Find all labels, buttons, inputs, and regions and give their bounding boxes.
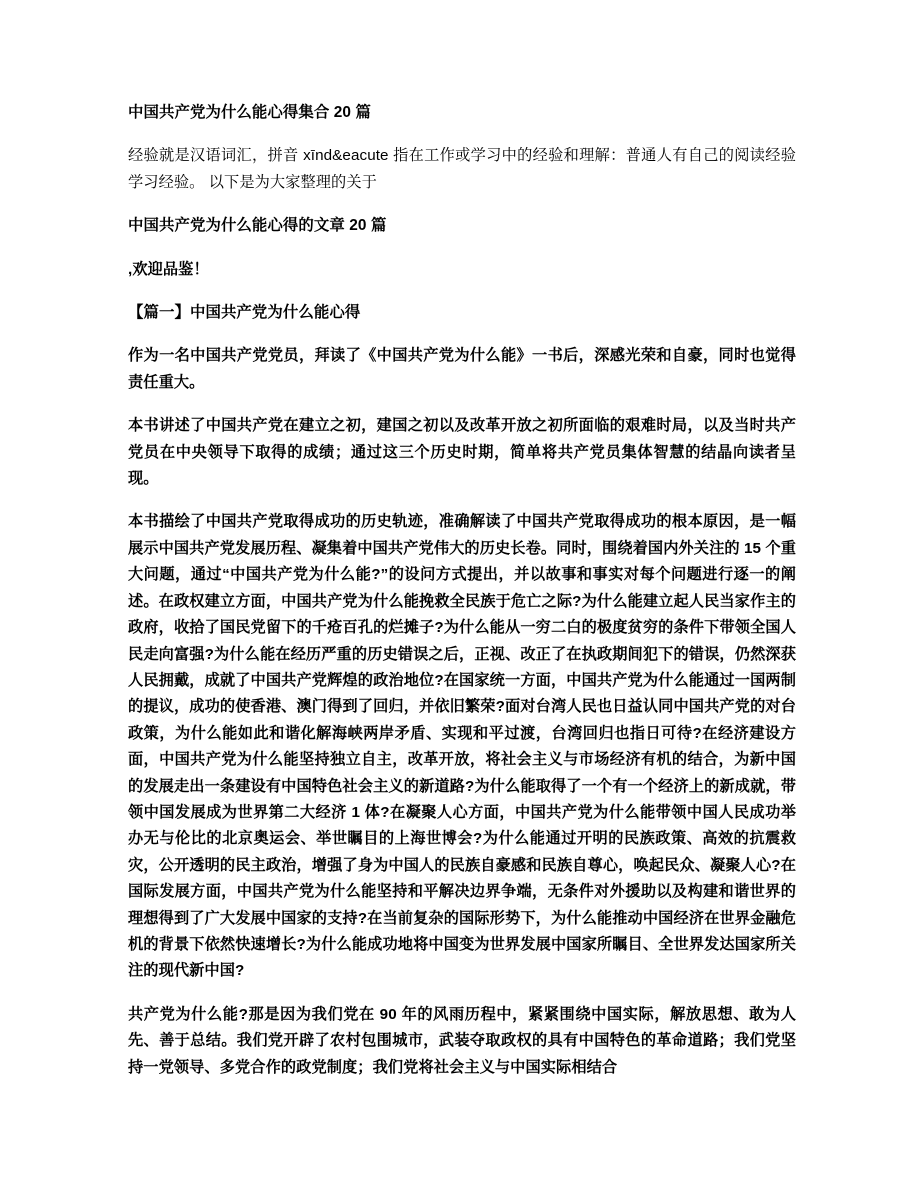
subject-line: 中国共产党为什么能心得的文章 20 篇 (128, 217, 387, 235)
welcome-line: ,欢迎品鉴！ (128, 260, 209, 278)
page-title: 中国共产党为什么能心得集合 20 篇 (128, 104, 371, 121)
intro-paragraph: 经验就是汉语词汇，拼音 xīnd&eacute 指在工作或学习中的经验和理解：普通人有自己的阅读经验学习经验。 以下是为大家整理的关于 (128, 147, 796, 191)
body-paragraph-3: 本书描绘了中国共产党取得成功的历史轨迹，准确解读了中国共产党取得成功的根本原因，是一幅展示中国共产党发展历程、凝集着中国共产党伟大的历史长卷。同时，围绕着国内外关注的 15 个重大问题，通过“中国共产党为什么能?”的设问方式提出，并以故事和事实对每个问题进行逐一的阐述。在政权建立方面，中国共产党为什么能挽救全民族于危亡之际?为什么能建立起人民当家作主的政府，收拾了国民党留下的千疮百孔的烂摊子?为什么能从一穷二白的极度贫穷的条件下带领全国人民走向富强?为什么能在经历严重的历史错误之后，正视、改正了在执政期间犯下的错误，仍然深获人民拥戴，成就了中国共产党辉煌的政治地位?在国家统一方面，中国共产党为什么能通过一国两制的提议，成功的使香港、澳门得到了回归，并依旧繁荣?面对台湾人民也日益认同中国共产党的对台政策，为什么能如此和谐化解海峡两岸矛盾、实现和平过渡，台湾回归也指日可待?在经济建设方面，中国共产党为什么能坚持独立自主，改革开放，将社会主义与市场经济有机的结合，为新中国的发展走出一条建设有中国特色社会主义的新道路?为什么能取得了一个有一个经济上的新成就，带领中国发展成为世界第二大经济 1 体?在凝聚人心方面，中国共产党为什么能带领中国人民成功举办无与伦比的北京奥运会、举世瞩目的上海世博会?为什么能通过开明的民族政策、高效的抗震救灾，公开透明的民主政治，增强了身为中国人的民族自豪感和民族自尊心，唤起民众、凝聚人心?在国际发展方面，中国共产党为什么能坚持和平解决边界争端，无条件对外援助以及构建和谐世界的理想得到了广大发展中国家的支持?在当前复杂的国际形势下，为什么能推动中国经济在世界金融危机的背景下依然快速增长?为什么能成功地将中国变为世界发展中国家所瞩目、全世界发达国家所关注的现代新中国? (128, 513, 796, 980)
body-paragraph-2: 本书讲述了中国共产党在建立之初，建国之初以及改革开放之初所面临的艰难时局，以及当时共产党员在中央领导下取得的成绩；通过这三个历史时期，简单将共产党员集体智慧的结晶向读者呈现。 (128, 417, 796, 488)
section-heading-one: 【篇一】中国共产党为什么能心得 (128, 304, 361, 322)
body-paragraph-1: 作为一名中国共产党党员，拜读了《中国共产党为什么能》一书后，深感光荣和自豪，同时也觉得责任重大。 (128, 347, 796, 391)
document-body (128, 100, 796, 1081)
body-paragraph-4: 共产党为什么能?那是因为我们党在 90 年的风雨历程中，紧紧围绕中国实际，解放思想、敢为人先、善于总结。我们党开辟了农村包围城市，武装夺取政权的具有中国特色的革命道路；我们党坚持一党领导、多党合作的政党制度；我们党将社会主义与中国实际相结合 (128, 1005, 796, 1076)
